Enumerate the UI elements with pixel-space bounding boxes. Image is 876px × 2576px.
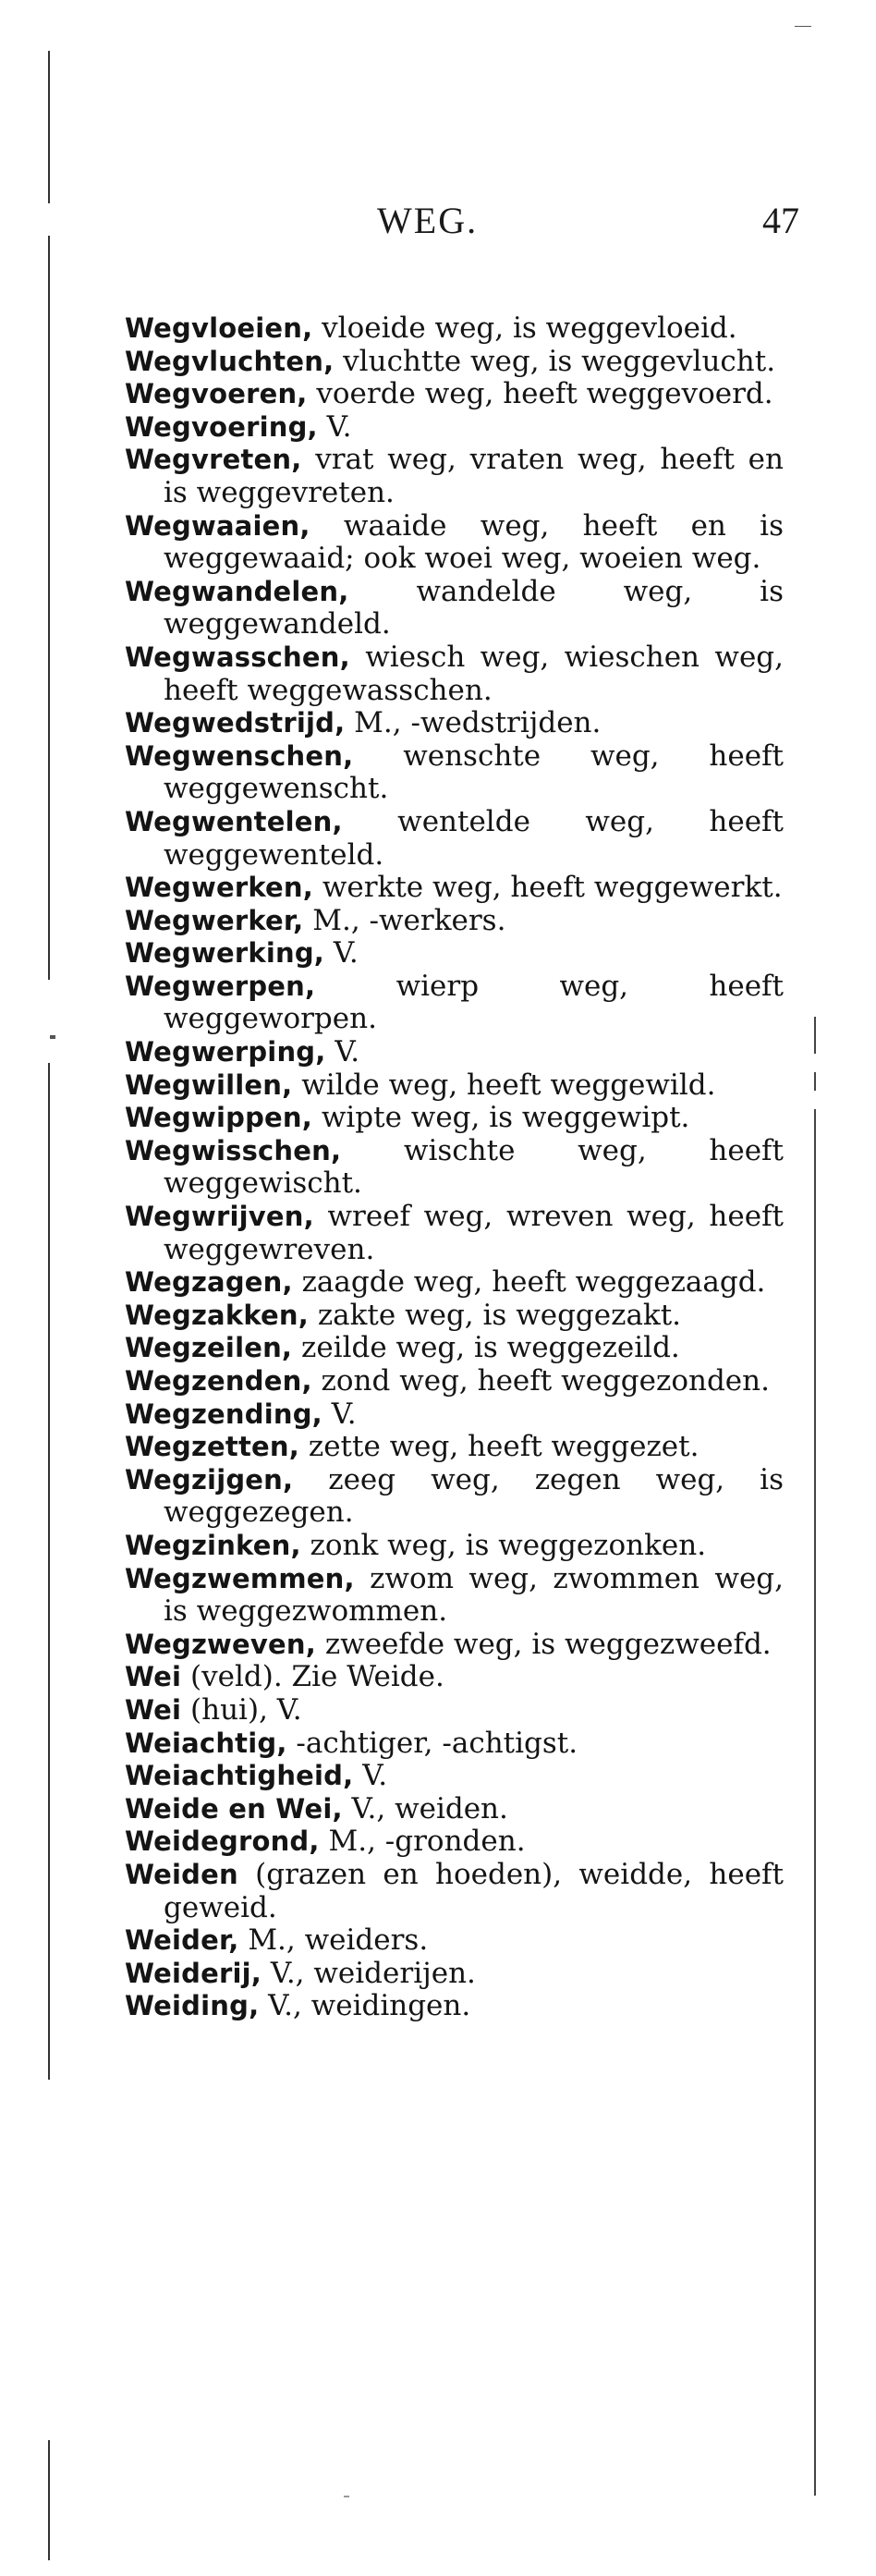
definition: M., weiders. (248, 1923, 429, 1958)
definition: -achtiger, -achtigst. (296, 1726, 578, 1760)
headword: Wegwenschen, (125, 739, 354, 772)
definition: V. (362, 1759, 388, 1793)
headword: Wegvreten, (125, 444, 302, 476)
headword: Weiding, (125, 1990, 260, 2022)
running-head: WEG. (377, 200, 479, 241)
headword: Wegwerken, (125, 872, 313, 904)
dictionary-entry (125, 1563, 784, 1629)
headword: Wegzetten, (125, 1431, 299, 1463)
dictionary-entry (125, 1365, 784, 1398)
definition: vrat weg, vraten weg, heeft en is weggevreten. (164, 443, 784, 509)
right-margin-rule (814, 1072, 816, 1091)
dictionary-entry (125, 1629, 784, 1662)
dictionary-entry (125, 707, 784, 740)
definition: voerde weg, heeft weggevoerd. (316, 377, 773, 411)
dictionary-entry (125, 1958, 784, 1991)
dictionary-entry (125, 1793, 784, 1826)
headword: Weidegrond, (125, 1825, 320, 1858)
definition: (grazen en hoeden), weidde, heeft geweid. (164, 1857, 784, 1924)
page-number: 47 (762, 200, 799, 241)
dictionary-entry (125, 872, 784, 905)
headword: Wegzijgen, (125, 1463, 294, 1496)
left-margin-rule (48, 51, 50, 203)
headword: Weiachtigheid, (125, 1760, 354, 1792)
headword: Wegwippen, (125, 1102, 312, 1134)
headword: Wegwrijven, (125, 1201, 314, 1233)
left-margin-rule (48, 236, 50, 980)
headword: Wegwentelen, (125, 805, 343, 837)
definition: wischte weg, heeft weggewischt. (164, 1133, 784, 1201)
definition: zeeg weg, zegen weg, is weggezegen. (164, 1462, 784, 1530)
definition: wreef weg, wreven weg, heeft weggewreven. (164, 1200, 784, 1266)
page-header (0, 199, 876, 254)
definition: M., -wedstrijden. (354, 706, 602, 740)
dictionary-entry (125, 740, 784, 806)
dictionary-entry (125, 641, 784, 707)
headword: Wegwerping, (125, 1036, 326, 1068)
definition: zwom weg, zwommen weg, is weggezwommen. (164, 1561, 785, 1629)
headword: Wegwerking, (125, 937, 324, 970)
headword: Wegwedstrijd, (125, 707, 346, 739)
headword: Wegvoering, (125, 410, 318, 443)
definition: vloeide weg, is weggevloeid. (322, 311, 737, 345)
definition: V., weiderijen. (270, 1956, 476, 1990)
headword: Wegzweven, (125, 1628, 316, 1660)
dictionary-entry (125, 1990, 784, 2023)
definition: wilde weg, heeft weggewild. (301, 1068, 716, 1102)
headword: Weiden (125, 1858, 238, 1890)
definition: vluchtte weg, is weggevlucht. (343, 344, 776, 378)
definition: zeilde weg, is weggezeild. (301, 1331, 680, 1365)
dictionary-entry (125, 806, 784, 872)
headword: Wegwerpen, (125, 970, 316, 1002)
definition: wenschte weg, heeft weggewenscht. (164, 739, 784, 806)
dictionary-entry (125, 1036, 784, 1069)
definition: (veld). Zie Weide. (190, 1660, 444, 1694)
headword: Wegzinken, (125, 1529, 301, 1561)
dictionary-entry (125, 1069, 784, 1103)
headword: Wegwandelen, (125, 575, 349, 607)
definition: V. (331, 1397, 357, 1431)
dictionary-entry (125, 905, 784, 938)
headword: Wegwerker, (125, 904, 304, 936)
headword: Wei (125, 1661, 182, 1693)
headword: Weider, (125, 1924, 239, 1957)
dictionary-entry (125, 1201, 784, 1266)
dictionary-entry (125, 1760, 784, 1793)
definition: wentelde weg, heeft weggewenteld. (164, 804, 784, 872)
definition: V., weidingen. (268, 1989, 471, 2023)
headword: Weiderij, (125, 1957, 262, 1989)
headword: Wegzakken, (125, 1299, 309, 1331)
definition: zweefde weg, is weggezweefd. (324, 1627, 772, 1661)
dictionary-entry (125, 937, 784, 971)
headword: Wegzwemmen, (125, 1562, 355, 1594)
headword: Weiachtig, (125, 1727, 287, 1759)
entry-list (125, 312, 784, 2023)
definition: zonk weg, is weggezonken. (310, 1528, 707, 1562)
headword: Wegwasschen, (125, 641, 350, 673)
definition: werkte weg, heeft weggewerkt. (322, 871, 783, 905)
definition: wandelde weg, is weggewandeld. (164, 574, 784, 641)
left-margin-rule (48, 1063, 50, 2080)
headword: Wegwisschen, (125, 1134, 342, 1166)
dictionary-entry (125, 1332, 784, 1365)
dictionary-entry (125, 1694, 784, 1728)
headword: Wegzagen, (125, 1266, 293, 1299)
headword: Wegwillen, (125, 1068, 293, 1101)
dictionary-entry (125, 346, 784, 379)
definition: zakte weg, is weggezakt. (317, 1298, 682, 1332)
definition: zond weg, heeft weggezonden. (321, 1364, 770, 1398)
definition: wiesch weg, wieschen weg, heeft weggewasschen. (164, 640, 784, 707)
headword: Weide en Wei, (125, 1792, 343, 1825)
dictionary-entry (125, 1431, 784, 1464)
dictionary-entry (125, 1924, 784, 1958)
right-margin-rule (814, 1109, 816, 2496)
definition: V. (335, 1035, 360, 1069)
dictionary-entry (125, 411, 784, 445)
dictionary-entry (125, 444, 784, 509)
headword: Wegzenden, (125, 1365, 312, 1397)
headword: Wegvoeren, (125, 378, 308, 410)
dictionary-entry (125, 1102, 784, 1135)
dictionary-entry (125, 378, 784, 411)
dictionary-entry (125, 1300, 784, 1333)
dictionary-entry (125, 1398, 784, 1432)
dictionary-entry (125, 1728, 784, 1761)
dictionary-entry (125, 312, 784, 346)
dictionary-entry (125, 1530, 784, 1563)
headword: Wegwaaien, (125, 509, 310, 542)
definition: wipte weg, is weggewipt. (321, 1101, 690, 1135)
print-speck (795, 26, 811, 27)
definition: V., weiden. (351, 1791, 508, 1825)
headword: Wegvloeien, (125, 312, 313, 344)
headword: Wegzending, (125, 1398, 322, 1430)
definition: waaide weg, heeft en is weggewaaid; ook woei weg, woeien weg. (164, 508, 785, 576)
dictionary-entry (125, 1464, 784, 1530)
definition: zaagde weg, heeft weggezaagd. (301, 1265, 766, 1300)
definition: zette weg, heeft weggezet. (308, 1430, 700, 1464)
dictionary-entry (125, 1661, 784, 1694)
right-margin-rule (814, 1017, 816, 1054)
dictionary-entry (125, 576, 784, 641)
left-margin-rule (48, 2440, 50, 2560)
headword: Wei (125, 1693, 182, 1726)
dictionary-entry (125, 510, 784, 576)
definition: V. (333, 936, 359, 971)
dictionary-entry (125, 971, 784, 1036)
print-speck (344, 2496, 349, 2497)
definition: M., -gronden. (328, 1825, 526, 1859)
dictionary-entry (125, 1266, 784, 1300)
print-speck (50, 1035, 55, 1039)
definition: wierp weg, heeft weggeworpen. (164, 969, 784, 1036)
definition: M., -werkers. (312, 903, 506, 937)
dictionary-entry (125, 1135, 784, 1201)
dictionary-entry (125, 1825, 784, 1859)
dictionary-entry (125, 1859, 784, 1924)
headword: Wegvluchten, (125, 345, 335, 377)
definition: (hui), V. (190, 1692, 302, 1727)
headword: Wegzeilen, (125, 1332, 293, 1364)
definition: V. (326, 409, 352, 444)
